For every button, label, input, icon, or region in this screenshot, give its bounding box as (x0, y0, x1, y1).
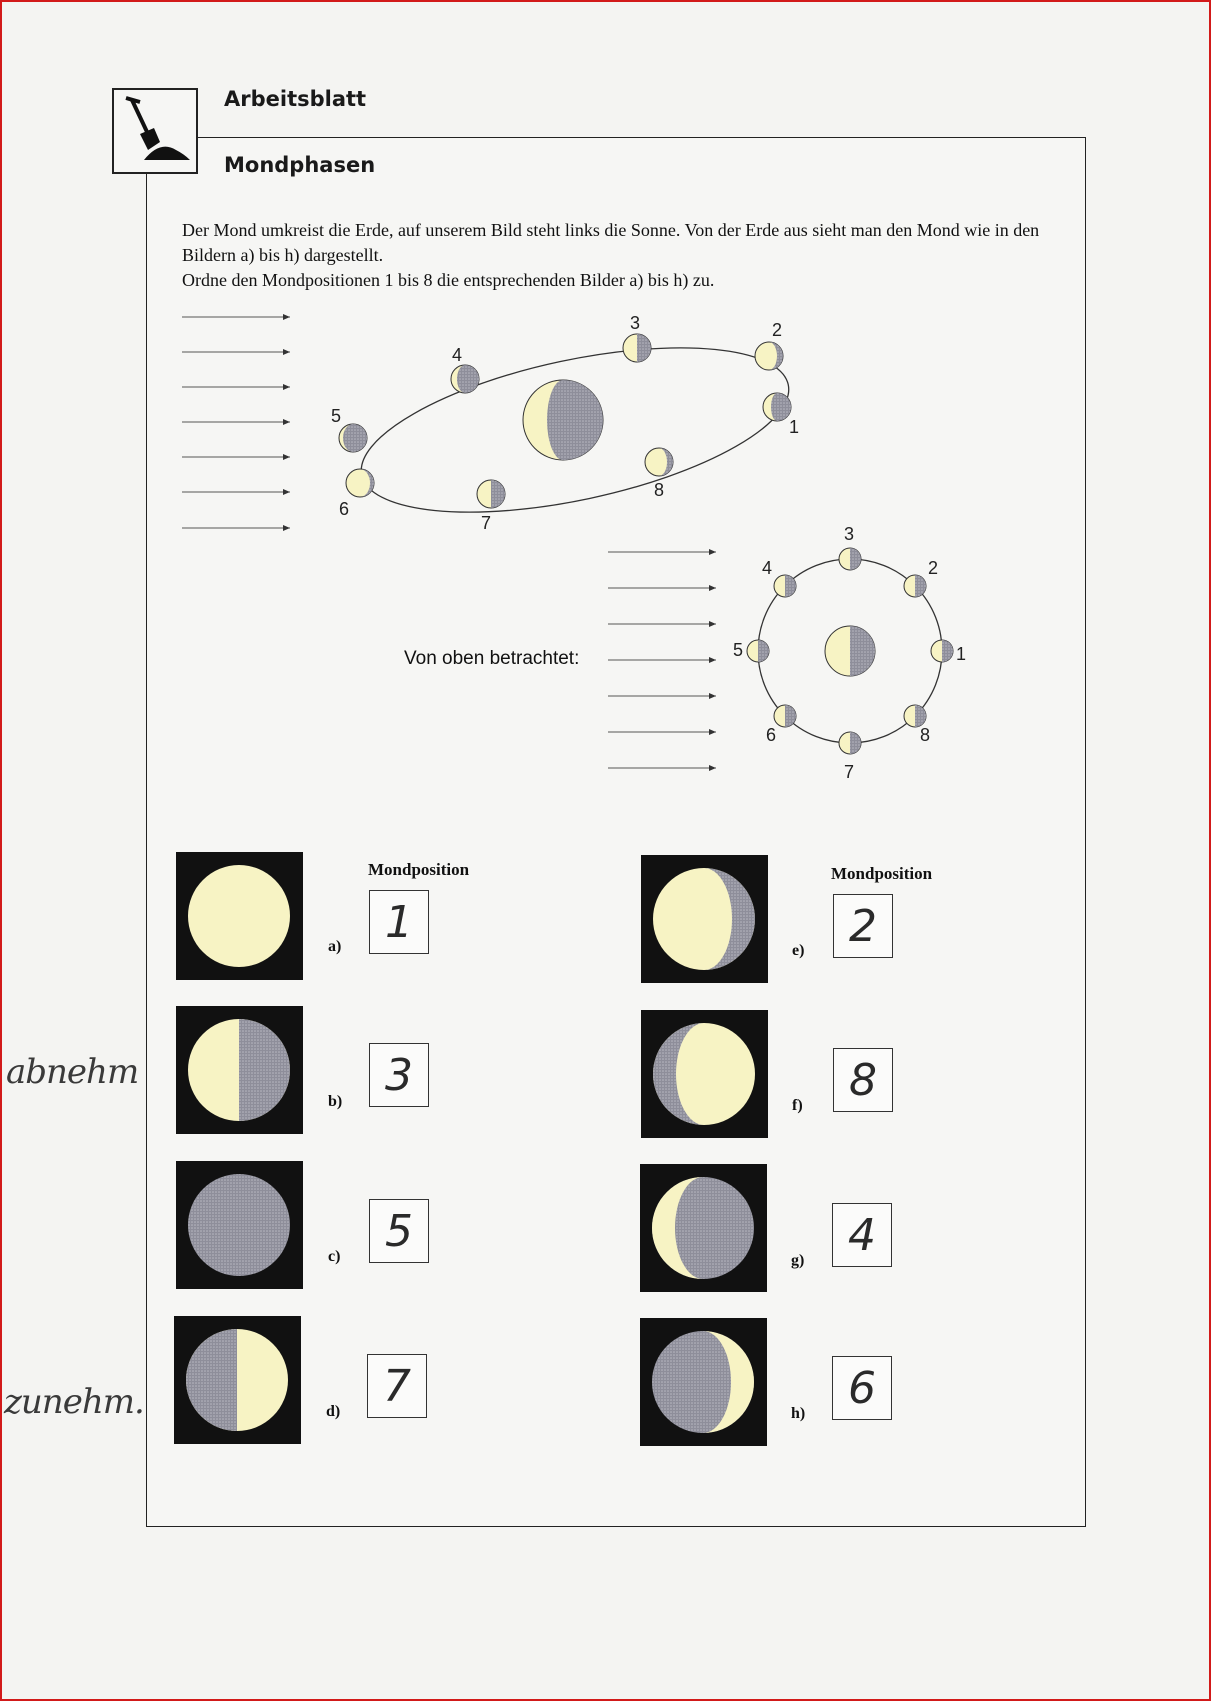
top-label-7: 7 (844, 762, 855, 782)
new-moon-icon (176, 1161, 303, 1289)
orbit-label-6: 6 (339, 499, 350, 519)
orbit-label-3: 3 (630, 313, 641, 333)
orbit-label-7: 7 (481, 513, 492, 533)
orbit-label-4: 4 (452, 345, 463, 365)
top-label-4: 4 (762, 558, 773, 578)
page-title: Mondphasen (224, 153, 376, 177)
orbit-moon-3 (623, 334, 651, 362)
phase-tile-f (641, 1010, 768, 1138)
letter-d: d) (326, 1403, 341, 1420)
answer-a[interactable]: 1 (369, 890, 429, 954)
top-label-2: 2 (928, 558, 939, 578)
last-quarter-moon-icon (176, 1006, 303, 1134)
earth (523, 380, 603, 460)
waxing-crescent-moon-icon (640, 1318, 767, 1446)
instructions-line-2: Ordne den Mondpositionen 1 bis 8 die entsprechenden Bilder a) bis h) zu. (182, 270, 715, 290)
top-view-earth (825, 626, 875, 676)
phase-tile-h (640, 1318, 767, 1446)
letter-e: e) (792, 942, 805, 959)
answer-d[interactable]: 7 (367, 1354, 427, 1418)
phase-tile-e (641, 855, 768, 983)
waxing-gibbous-moon-icon (641, 1010, 768, 1138)
top-label-3: 3 (844, 524, 855, 544)
moon-orbit-diagrams (0, 0, 1211, 800)
top-label-5: 5 (733, 640, 744, 660)
orbit-moon-2 (755, 342, 783, 370)
orbit-label-2: 2 (772, 320, 783, 340)
answer-g[interactable]: 4 (832, 1203, 892, 1267)
orbit-moon-7 (477, 480, 505, 508)
phase-tile-b (176, 1006, 303, 1134)
answer-h[interactable]: 6 (832, 1356, 892, 1420)
handwritten-note-abnehm: abnehm (6, 1052, 139, 1092)
orbit-moon-4 (451, 365, 479, 393)
top-label-1: 1 (956, 644, 967, 664)
top-label-8: 8 (920, 725, 931, 745)
sunlight-arrows-perspective (182, 317, 290, 528)
answer-b[interactable]: 3 (369, 1043, 429, 1107)
orbit-moon-8 (645, 448, 673, 476)
instructions-line-1: Der Mond umkreist die Erde, auf unserem Bild steht links die Sonne. Von der Erde aus sieht man den Mond wie in den Bildern a) bis h) dargestellt. (182, 220, 1040, 265)
top-view-label: Von oben betrachtet: (404, 648, 580, 669)
phase-tile-g (640, 1164, 767, 1292)
answer-c[interactable]: 5 (369, 1199, 429, 1263)
answer-e[interactable]: 2 (833, 894, 893, 958)
waning-crescent-moon-icon (640, 1164, 767, 1292)
top-label-6: 6 (766, 725, 777, 745)
orbit-moon-1 (763, 393, 791, 421)
letter-h: h) (791, 1405, 806, 1422)
orbit-label-1: 1 (789, 417, 800, 437)
handwritten-note-zunehm: zunehm. (4, 1382, 144, 1422)
letter-a: a) (328, 938, 342, 955)
sunlight-arrows-top-view (608, 552, 716, 768)
orbit-moon-6 (346, 469, 374, 497)
answer-f[interactable]: 8 (833, 1048, 893, 1112)
worksheet-label: Arbeitsblatt (224, 87, 367, 111)
column-heading-right: Mondposition (831, 864, 933, 883)
letter-b: b) (328, 1093, 343, 1110)
first-quarter-moon-icon (174, 1316, 301, 1444)
waning-gibbous-moon-icon (641, 855, 768, 983)
column-heading-left: Mondposition (368, 860, 470, 879)
phase-tile-c (176, 1161, 303, 1289)
orbit-label-8: 8 (654, 480, 665, 500)
full-moon-icon (176, 852, 303, 980)
letter-f: f) (792, 1097, 803, 1114)
orbit-label-5: 5 (331, 406, 342, 426)
phase-tile-a (176, 852, 303, 980)
letter-g: g) (791, 1252, 805, 1269)
letter-c: c) (328, 1248, 341, 1265)
orbit-moon-5 (339, 424, 367, 452)
phase-tile-d (174, 1316, 301, 1444)
